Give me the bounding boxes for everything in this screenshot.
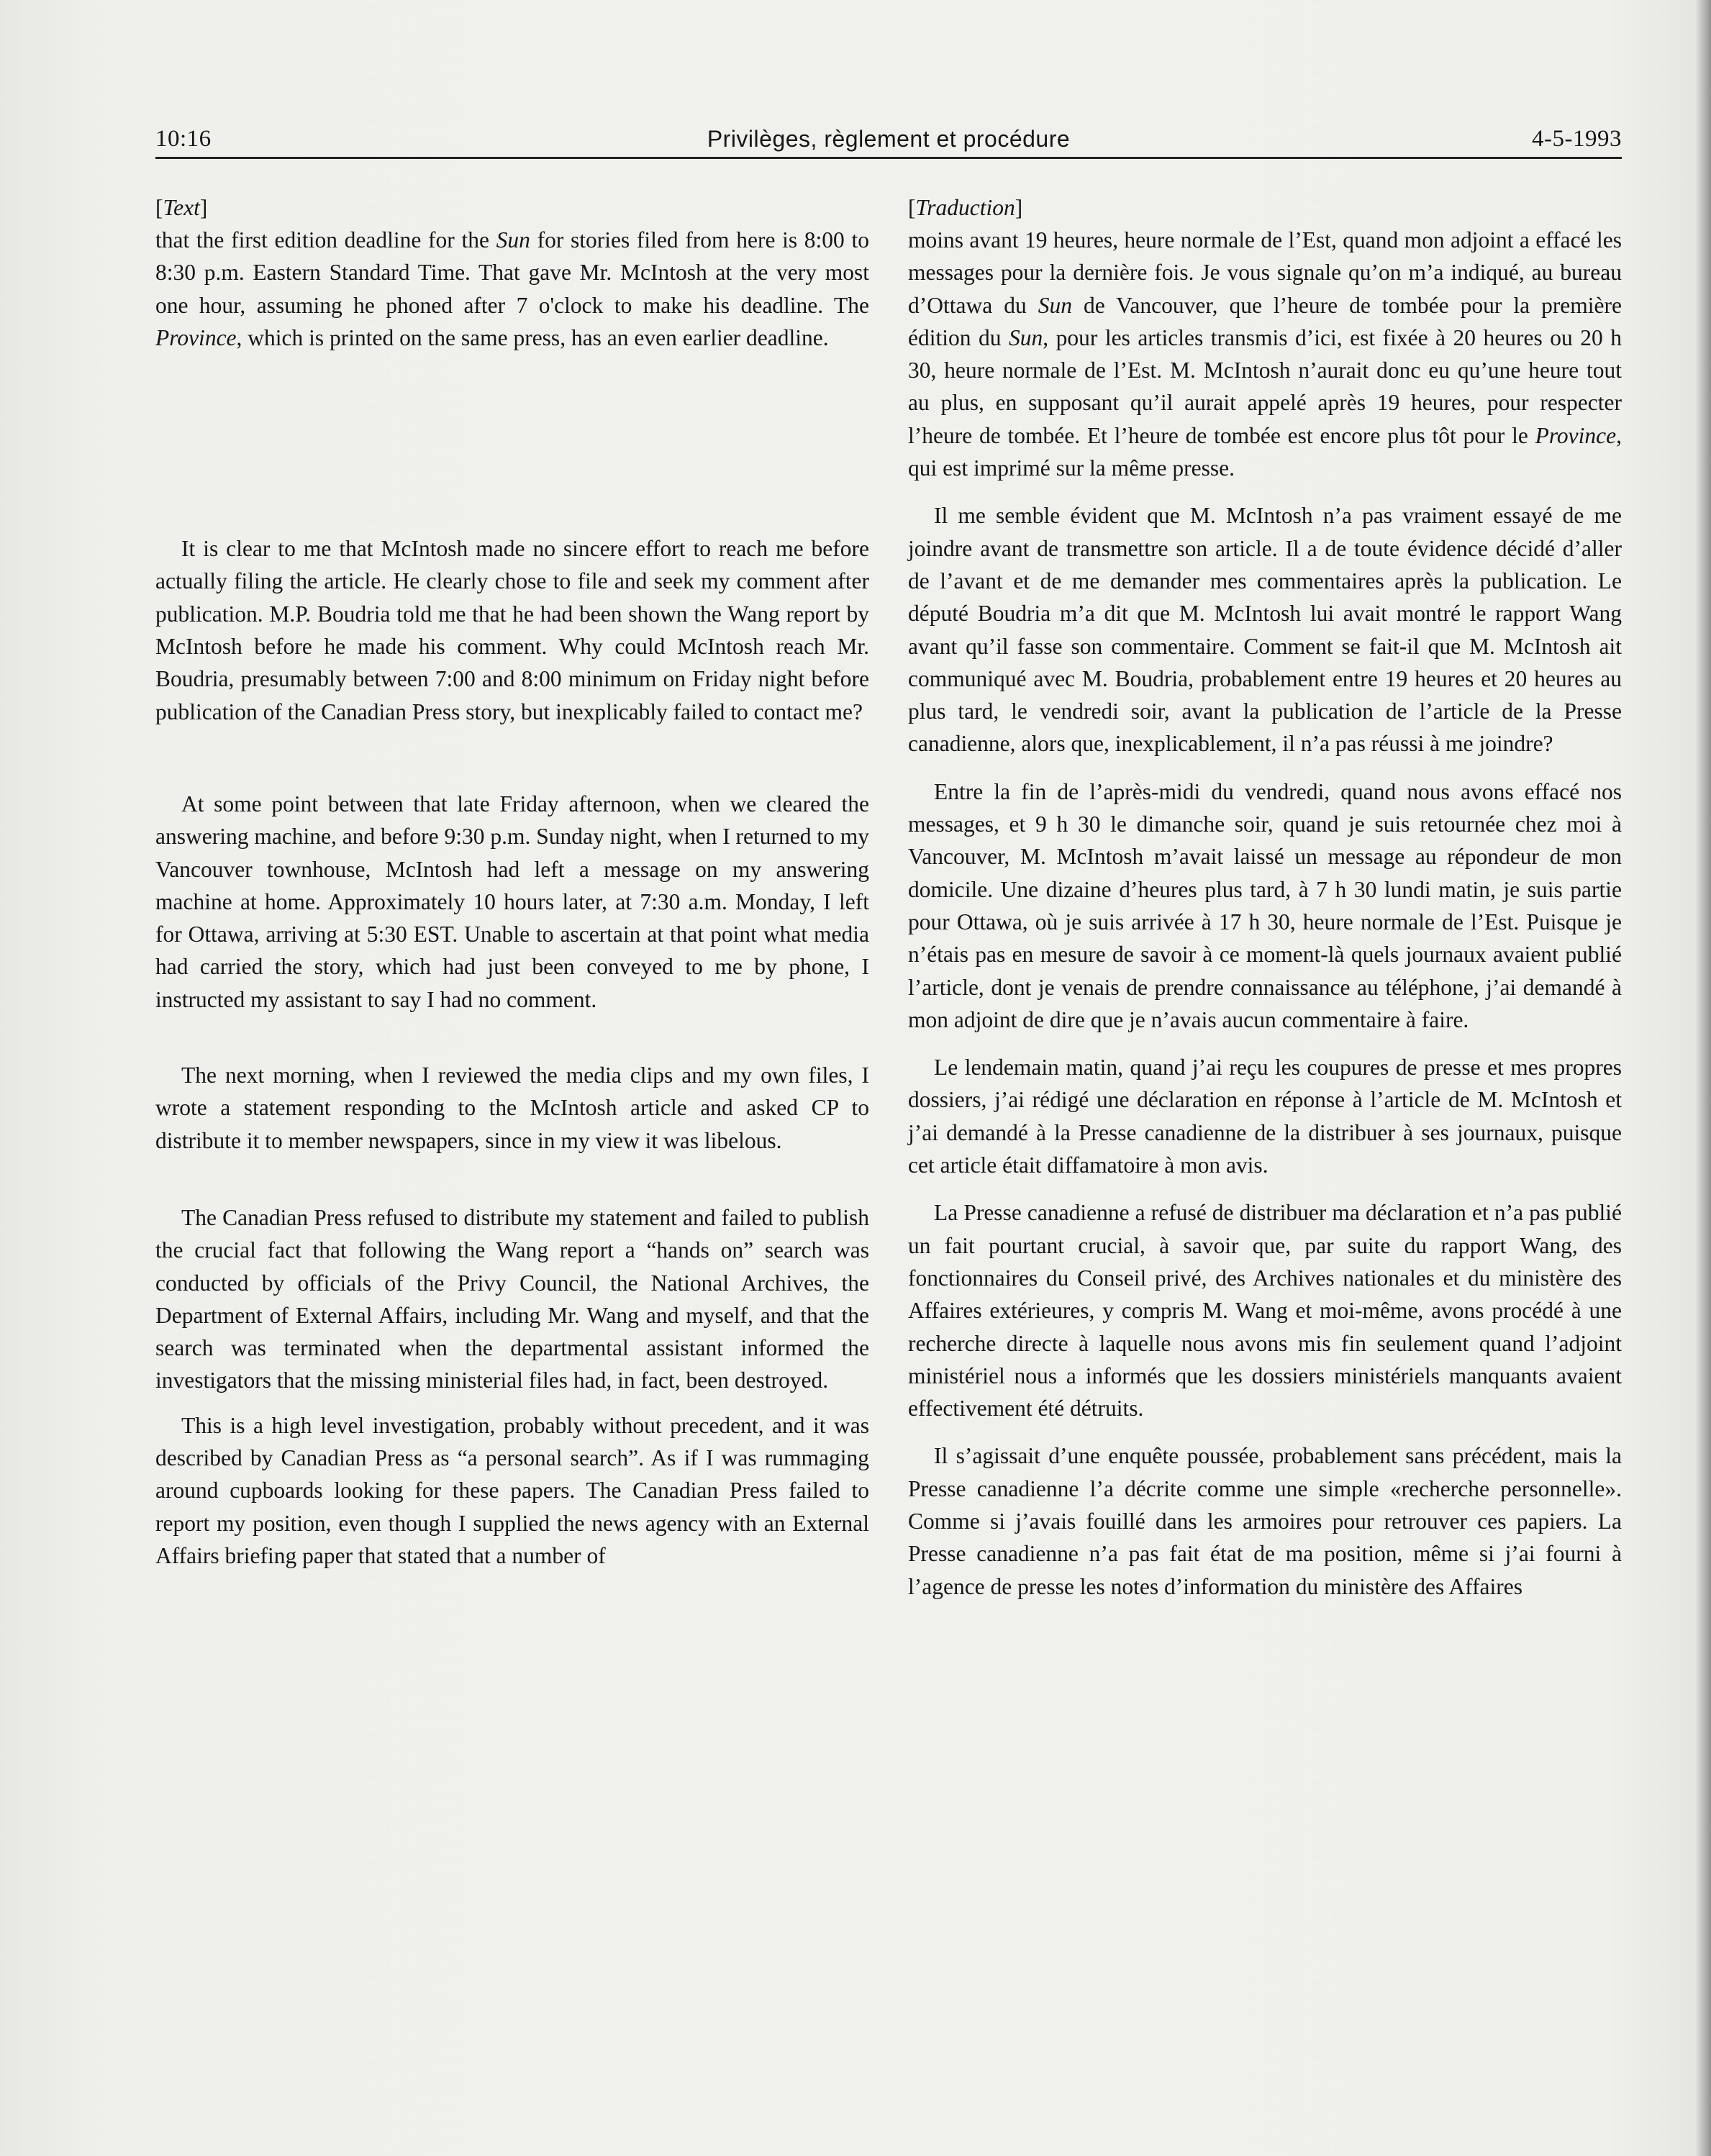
paragraph: Il me semble évident que M. McIntosh n’a pas vraiment essayé de me joindre avant de transmettre son article. Il a de toute évidence décidé d’aller de l’avant et de me demander mes commentaires après la publication. Le député Boudria m’a dit que M. McIntosh lui avait montré le rapport Wang avant qu’il fasse son commentaire. Comment se fait-il que M. McIntosh ait communiqué avec M. Boudria, probablement entre 19 heures et 20 heures au plus tard, le vendredi soir, avant la publication de l’article de la Presse canadienne, alors que, inexplicablement, il n’a pas réussi à me joindre?	[908, 503, 1622, 757]
paragraph: moins avant 19 heures, heure normale de l’Est, quand mon adjoint a effacé les messages pour la dernière fois. Je vous signale qu’on m’a indiqué, au bureau d’Ottawa du Sun de Vancouver, que l’heure de tombée pour la première édition du Sun, pour les articles transmis d’ici, est fixée à 20 heures ou 20 h 30, heure normale de l’Est. M. McIntosh n’aurait donc eu qu’une heure tout au plus, en supposant qu’il aurait appelé après 19 heures, pour respecter l’heure de tombée. Et l’heure de tombée est encore plus tôt pour le Province, qui est imprimé sur la même presse.	[908, 227, 1622, 481]
paragraph: Il s’agissait d’une enquête poussée, probablement sans précédent, mais la Presse canadienne l’a décrite comme une simple «recherche personnelle». Comme si j’avais fouillé dans les armoires pour retrouver ces papiers. La Presse canadienne n’a pas fait état de ma position, même si j’ai fourni à l’agence de presse les notes d’information du ministère des Affaires	[908, 1443, 1622, 1599]
paragraph: that the first edition deadline for the Sun for stories filed from here is 8:00 to 8:30 p.m. Eastern Standard Time. That gave Mr. McIntosh at the very most one hour, assuming he phoned after 7 o'clock to make his deadline. The Province, which is printed on the same press, has an even earlier deadline.	[155, 227, 869, 350]
header-title: Privilèges, règlement et procédure	[707, 126, 1071, 152]
english-column	[155, 191, 869, 1572]
column-label-traduction: [ Traduction ]	[908, 191, 1622, 224]
paragraph: The next morning, when I reviewed the media clips and my own files, I wrote a statement responding to the McIntosh article and asked CP to distribute it to member newspapers, since in my view it was libelous.	[155, 1063, 869, 1153]
paragraph: The Canadian Press refused to distribute my statement and failed to publish the crucial fact that following the Wang report a “hands on” search was conducted by officials of the Privy Council, the National Archives, the Department of External Affairs, including Mr. Wang and myself, and that the search was terminated when the departmental assistant informed the investigators that the missing ministerial files had, in fact, been destroyed.	[155, 1204, 869, 1393]
page-header	[155, 118, 1622, 159]
french-column	[908, 191, 1622, 1603]
paragraph: Entre la fin de l’après-midi du vendredi, quand nous avons effacé nos messages, et 9 h 30 le dimanche soir, quand je suis retournée chez moi à Vancouver, M. McIntosh m’avait laissé un message au répondeur de mon domicile. Une dizaine d’heures plus tard, à 7 h 30 lundi matin, je suis partie pour Ottawa, où je suis arrivée à 17 h 30, heure normale de l’Est. Puisque je n’étais pas en mesure de savoir à ce moment-là quels journaux avaient publié l’article, dont je venais de prendre connaissance au téléphone, j’ai demandé à mon adjoint de dire que je n’avais aucun commentaire à faire.	[908, 778, 1622, 1032]
header-date: 4-5-1993	[1532, 126, 1622, 152]
page-number: 10:16	[155, 126, 212, 152]
page-edge-shadow	[1695, 0, 1711, 2156]
paragraph: It is clear to me that McIntosh made no sincere effort to reach me before actually filing the article. He clearly chose to file and seek my comment after publication. M.P. Boudria told me that he had been shown the Wang report by McIntosh before he made his comment. Why could McIntosh reach Mr. Boudria, presumably between 7:00 and 8:00 minimum on Friday night before publication of the Canadian Press story, but inexplicably failed to contact me?	[155, 536, 869, 724]
paragraph: Le lendemain matin, quand j’ai reçu les coupures de presse et mes propres dossiers, j’ai rédigé une déclaration en réponse à l’article de M. McIntosh et j’ai demandé à la Presse canadienne de la distribuer à ses journaux, puisque cet article était diffamatoire à mon avis.	[908, 1055, 1622, 1178]
paragraph: At some point between that late Friday afternoon, when we cleared the answering machine, and before 9:30 p.m. Sunday night, when I returned to my Vancouver townhouse, McIntosh had left a message on my answering machine at home. Approximately 10 hours later, at 7:30 a.m. Monday, I left for Ottawa, arriving at 5:30 EST. Unable to ascertain at that point what media had carried the story, which had just been conveyed to me by phone, I instructed my assistant to say I had no comment.	[155, 791, 870, 1012]
paragraph: This is a high level investigation, probably without precedent, and it was described by Canadian Press as “a personal search”. As if I was rummaging around cupboards looking for these papers. The Canadian Press failed to report my position, even though I supplied the news agency with an External Affairs briefing paper that stated that a number of	[155, 1412, 869, 1568]
paragraph: La Presse canadienne a refusé de distribuer ma déclaration et n’a pas publié un fait pourtant crucial, à savoir que, par suite du rapport Wang, des fonctionnaires du Conseil privé, des Archives nationales et du ministère des Affaires extérieures, y compris M. Wang et moi-même, avons procédé à une recherche directe à laquelle nous avons mis fin seulement quand l’adjoint ministériel nous a informés que les dossiers ministériels manquants avaient effectivement été détruits.	[908, 1200, 1622, 1422]
column-label-text: [ Text ]	[155, 191, 869, 224]
